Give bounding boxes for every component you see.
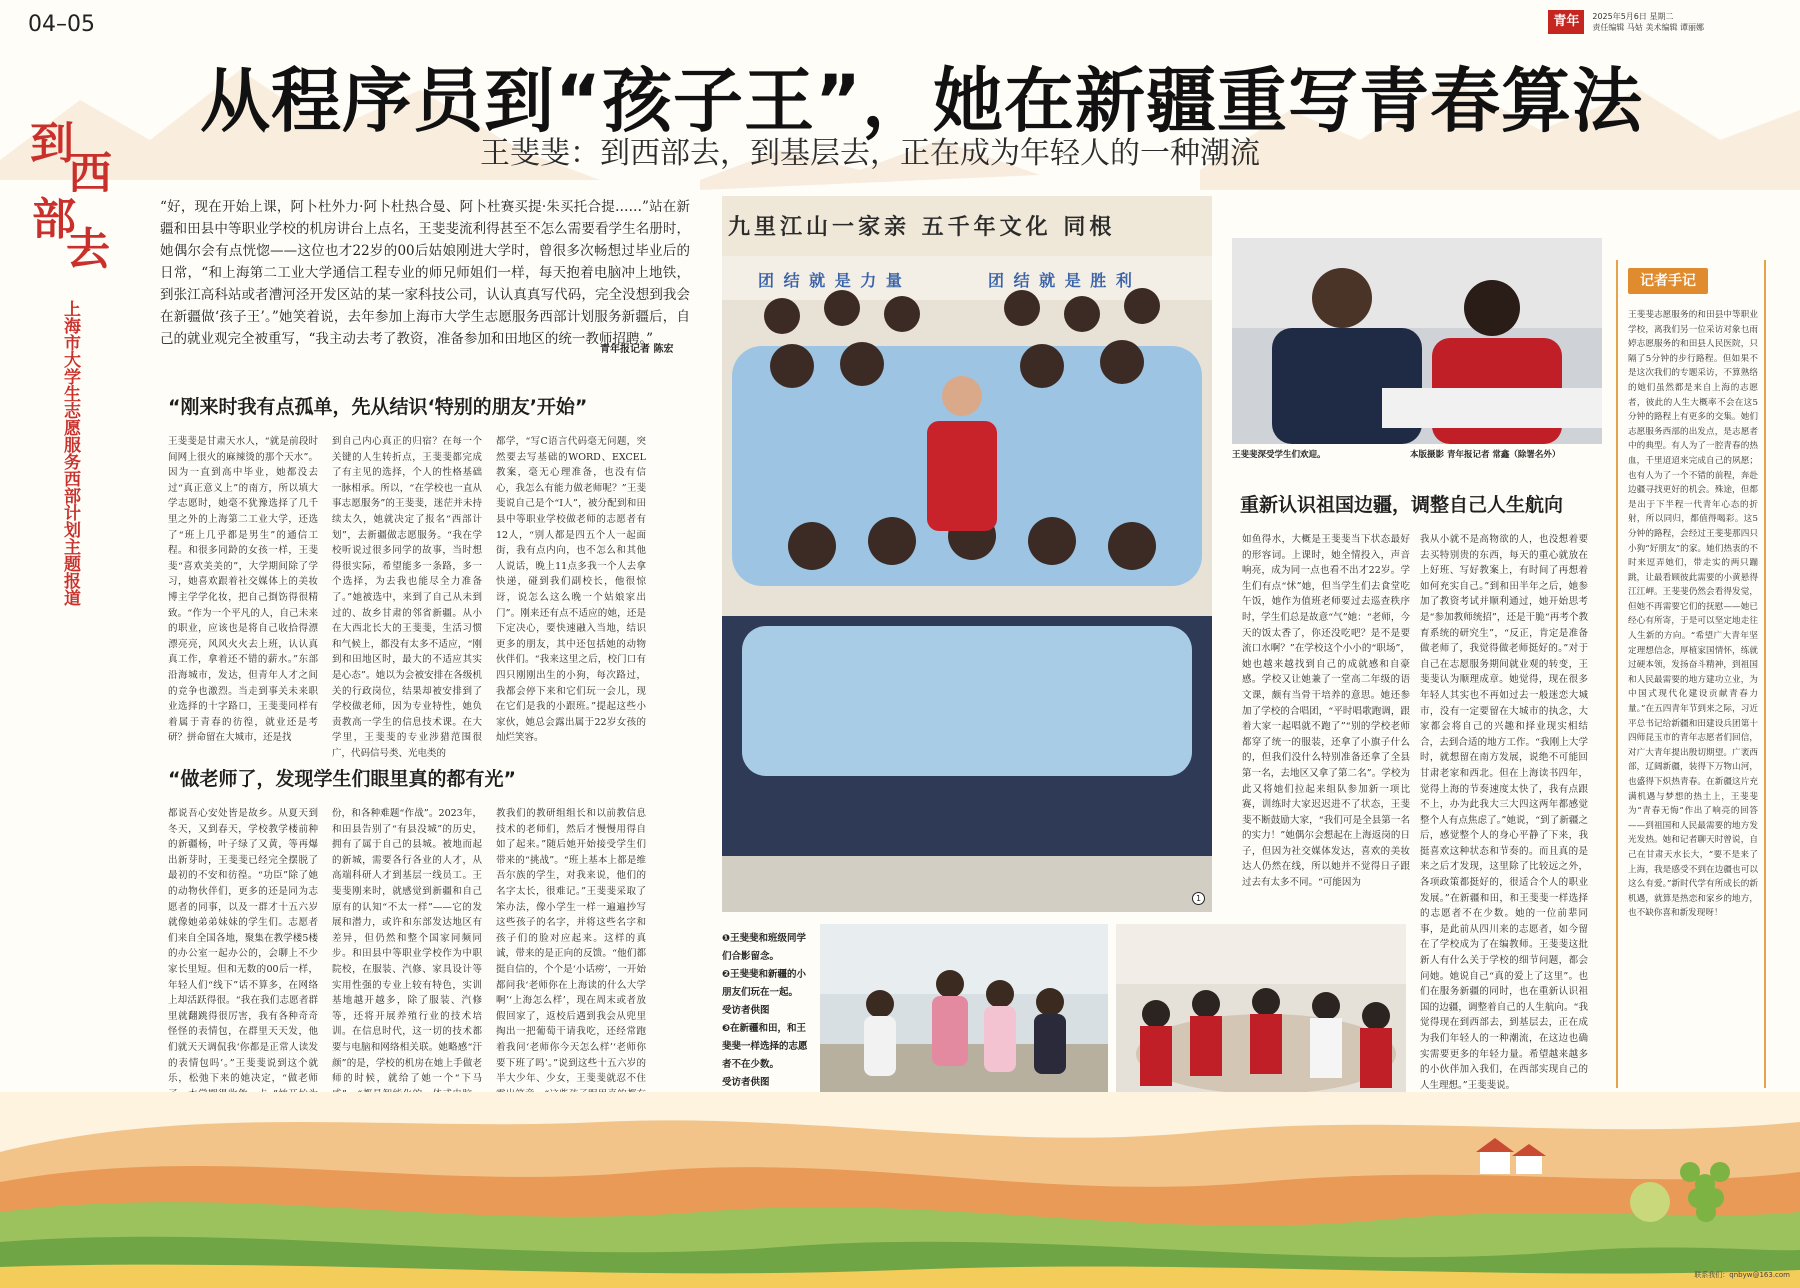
masthead-info (1592, 11, 1704, 33)
group-photo (722, 196, 1212, 912)
masthead-date: 2025年5月6日 星期二 (1592, 12, 1674, 21)
masthead-logo: 青年 (1548, 10, 1584, 34)
children-photo (820, 924, 1108, 1114)
footer-contact: 联系我们：qnbyw@163.com (1694, 1271, 1790, 1279)
section-heading: “做老师了，发现学生们眼里真的都有光” (168, 760, 588, 798)
classroom-banner: 九里江山一家亲 五千年文化 同根 (728, 214, 1116, 240)
children-photo-illustration (820, 924, 1108, 1114)
byline: 青年报记者 陈宏 (600, 344, 674, 355)
section-heading: “刚来时我有点孤单，先从结识‘特别的朋友’开始” (168, 388, 598, 426)
volunteers-photo (1116, 924, 1406, 1114)
editors-note-title: 记者手记 (1628, 268, 1708, 294)
photo-caption: 王斐斐深受学生们欢迎。 (1232, 450, 1326, 460)
article-column: 如鱼得水，大概是王斐斐当下状态最好的形容词。上课时，她全情投入，声音响亮，成为同一点也看不出才22岁。学生们有点“怵”她，但当学生们去食堂吃午饭，她作为值班老师要过去巡查秩序时，学生们总是故意“气”她：“老师，今天的饭太香了，你还没吃吧？是不是要流口水啊？”在学校这个小小的“职场”，她也越来越找到自己的成就感和自豪感。学校又让她兼了一堂高二年级的语文课，颇有当骨干培养的意思。她还参加了学校的合唱团，“平时唱歌跑调，跟着大家一起唱就不跑了”“别的学校老师都穿了统一的服装，还拿了小旗子什么的，但我们没什么特别准备还拿了全县第一名，去地区又拿了第二名”。学校为此又将她们拉起来组队参加新一项比赛，训练时大家迟迟进不了状态，王斐斐不断鼓励大家，“我们可是全县第一名的实力！”她偶尔会想起在上海返岗的日子，但因为社交媒体发达，喜欢的美妆达人仍然在线，所以她并不觉得日子跟过去有太多不同。“可能因为 (1242, 534, 1410, 889)
editors-note-body: 王斐斐志愿服务的和田县中等职业学校，离我们另一位采访对象乜雨婷志愿服务的和田县人民医院，只隔了5分钟的步行路程。但如果不是这次我们的专题采访，不算熟络的她们虽然都是来自上海的志愿者，彼此的人生大概率不会在这5分钟的路程上有更多的交集。她们志愿服务西部的出发点，是志愿者中的典型。有人为了一腔青春的热血，千里迢迢来完成自己的夙愿；也有人为了一个不错的前程，奔赴边疆寻找更好的机会。殊途，但都是出于下半程一代青年心态的折射，所以同归，都值得喝彩。这5分钟的路程，会经过王斐斐那四只小狗“好朋友”的家。她们热衷的不时来逗弄她们，带走实的两只蹦跳，让最看顾彼此需要的小黄悬得江江岬。王斐斐仍然会看得发觉，但她不再需要它们的抚慰——她已经心有所寄，于是可以坚定地走往人生新的方向。“希望广大青年坚定理想信念，厚植家国情怀，练就过硬本领，发扬奋斗精神，到祖国和人民最需要的地方建功立业，为中国式现代化建设贡献青春力量。”在五四青年节到来之际，习近平总书记给新疆和田建设兵团第十四师昆玉市的青年志愿者们回信，对广大青年提出殷切期望。广袤西部，辽阔新疆，装得下万物山河，也盛得下炽热青春。在新疆这片充满机遇与梦想的热土上，王斐斐为“青春无悔”作出了响亮的回答——到祖国和人民最需要的地方发光发热。她和记者聊天时曾说，自己在甘肃天水长大，“要不是来了上海，我是感受不到在边疆也可以这么有爱。”新时代学有所成长的新机遇，就算是热恋和家乡的地方，也不缺你喜和新发现呀！ (1628, 310, 1758, 919)
teacher-student-photo (1232, 238, 1602, 444)
series-title-char: 去 (66, 224, 110, 275)
series-title-char: 到 (30, 118, 74, 169)
section-heading: 重新认识祖国边疆，调整自己人生航向 (1240, 486, 1580, 524)
headline: 从程序员到“孩子王”，她在新疆重写青春算法 (200, 60, 1644, 142)
page-number: 04–05 (28, 12, 95, 37)
volunteers-photo-illustration (1116, 924, 1406, 1114)
intro-paragraph: “好，现在开始上课，阿卜杜外力·阿卜杜热合曼、阿卜杜赛买提·朱买托合提……”站在新疆和田县中等职业学校的机房讲台上点名，王斐斐流利得甚至不怎么需要看学生名册时，她偶尔会有点恍惚——这位也才22岁的00后姑娘刚进大学时，曾很多次畅想过毕业后的日常，“和上海第二工业大学通信工程专业的师兄师姐们一样，每天抱着电脑冲上地铁，到张江高科站或者漕河泾开发区站的某一家科技公司，认认真真写代码，完全没想到我会在新疆做‘孩子王’。”她笑着说，去年参加上海市大学生志愿服务西部计划服务新疆后，自己的就业观完全被重写，“我主动去考了教资，准备参加和田地区的统一教师招聘。” (160, 199, 690, 347)
teacher-student-illustration (1232, 238, 1602, 444)
article-column: 份，和各种难题“作战”。2023年，和田县告别了“有县没城”的历史，拥有了属于自己的县城。被地而起的新城，需要各行各业的人才，从高端科研人才到基层一线员工。王斐斐刚来时，就感觉到新疆和自己原有的认知“不太一样”——它的发展和潜力，或许和东部发达地区有差异，但仍然和整个国家同频同步。和田县中等职业学校作为中职院校，在服装、汽修、家具设计等实用性强的专业上较有特色，实训基地越开越多，除了服装、汽修等，还将开展养殖行业的技术培训。在信息时代，这一切的技术都要与电脑和网络相关联。她略感“汗颜”的是，学校的机房在她上手做老师的时候，就给了她一个“下马 (332, 808, 482, 1085)
photo-number-badge: 1 (1192, 892, 1205, 905)
article-column: 教我们的教研组组长和以前教信息技术的老师们，然后才慢慢用得自如了起来。”随后她开始接受学生们带来的“挑战”。“班上基本上都是维吾尔族的学生，对我来说，他们的名字太长，很难记。”王斐斐采取了笨办法，像小学生一样一遍遍抄写这些孩子的名字，并将这些名字和孩子们的脸对应起来。这样的真诚，带来的是正向的反馈。“他们都挺自信的，个个是‘小话痨’，一开始都问我‘老师你在上海读的什么大学啊’‘上海怎么样’，现在周末或者放假回家了，返校后遇到我会从兜里掏出一把葡萄干请我吃，还经常跑着我问‘老师你今天怎么样’‘老师你要下班了吗’。”说到这些十五六岁的半大少年、少女，王斐斐就忍不住 (496, 808, 646, 1085)
series-title (30, 120, 120, 274)
group-photo-illustration (722, 196, 1212, 912)
masthead (1548, 10, 1704, 34)
subheadline: 王斐斐：到西部去，到基层去，正在成为年轻人的一种潮流 (480, 136, 1260, 171)
photo-credit: 本版摄影 青年报记者 常鑫（除署名外） (1410, 450, 1561, 460)
article-column: 到自己内心真正的归宿？在每一个关键的人生转折点，王斐斐都完成了有主见的选择，个人的性格基础一脉相承。所以，“在学校也一直从事志愿服务”的王斐斐，迷茫并未持续太久，她就决定了报名“西部计划”，去新疆做志愿服务。“我在学校听说过很多同学的故事，当时想得很实际，希望能多一条路，多一个选择，为去我也能尽全力准备了。”她被选中，来到了自己从未到过的、故乡甘肃的邻省新疆。从小在大西北长大的王斐斐，生活习惯和气候上，都没有太多不适应，“刚到和田地区时，最大的不适应其实是心态”。她以为会被安排在各级机关的行政岗位，结果却被安排到了学校做老师，因为专业特性，她负责教高一学生的信息技术课。在大学里，王斐斐的专业涉猎范围很广，代码信号类、光电类的 (332, 436, 482, 759)
classroom-slogan-right: 团 结 就 是 胜 利 (988, 271, 1134, 290)
series-title-char: 西 (68, 148, 112, 199)
series-subtitle: 上海市大学生志愿服务西部计划主题报道 (60, 300, 80, 606)
masthead-editors: 责任编辑 马姑 美术编辑 谭丽娜 (1592, 23, 1704, 32)
classroom-slogan-left: 团 结 就 是 力 量 (758, 271, 904, 290)
article-column: 王斐斐是甘肃天水人，“就是前段时间网上很火的麻辣烫的那个天水”。因为一直到高中毕业，她都没去过“真正意义上”的南方，所以填大学志愿时，她毫不犹豫选择了几千里之外的上海第二工业大学，还选了“班上几乎都是男生”的通信工程。和很多同龄的女孩一样，王斐斐“喜欢美美的”，大学期间除了学习，她喜欢跟着社交媒体上的美妆博主学学化妆，把自己捯饬得很精致。“作为一个平凡的人，自己未来的职业，应该也是将自己收拾得漂漂亮亮，风风火火去上班，认认真真工作，拿着还不错的薪水。”东部沿海城市，发达，但青年人才之间的竞争也激烈。当走到事关未来职业选择的十字路口，王斐斐同样有着属于青春的彷徨，就业还是考研？拼命留在大城市，还是找 (168, 436, 318, 744)
article-column: 都学，“写C语言代码毫无问题，突然要去写基础的WORD、EXCEL教案，毫无心理准备，也没有信心，我怎么有能力做老师呢？”王斐斐说自己是个“I人”，被分配到和田县中等职业学校做老师的志愿者有12人，“别人都是四五个人一起面街，我有点内向，也不怎么和其他人说话，晚上11点多我一个人去拿快递，碰到我们副校长，他很惊讶，说怎么这么晚一个姑娘家出门”。刚来还有点不适应的她，还是下定决心，要快速融入当地，结识更多的朋友，其中还包括她的动物伙伴们。“我来这里之后，校门口有四只刚刚出生的小狗，每次路过，我都会停下来和它们玩一会儿，现在它们是我的小跟班。”提起这些小家伙，她总会露出属于22岁女孩的灿烂笑容。 (496, 436, 646, 744)
photo-captions: ❶王斐斐和班级同学们合影留念。 ❷王斐斐和新疆的小朋友们玩在一起。 受访者供图 ❸在新疆和田，和王斐斐一样选择的志愿者不在少数。 受访者供图 (722, 933, 808, 1088)
series-title-char: 部 (32, 194, 76, 245)
article-column: 我从小就不是高物欲的人，也没想着要去买特别贵的东西，每天的重心就放在上好班、写好教案上，有时间了再想着如何充实自己。”到和田半年之后，她参加了教资考试并顺利通过，她开始思考是“参加教师统招”，还是干脆“再考个教育系统的研究生”，“反正，肯定是准备做老师了，我觉得做老师挺好的。”对于自己在志愿服务期间就业观的转变，王斐斐认为顺理成章。她觉得，现在很多年轻人其实也不再如过去一般迷恋大城市，没有一定要留在大城市的执念，大家都会将自己的兴趣和择业现实相结合，去到合适的地方工作。“我刚上大学时，就想留在南方发展，说绝不可能回甘肃老家和西北。但在上海读书四年，觉得上海的节奏速度太快了，我有点跟不上，办为此我大三大四这两年都感觉整个人有点焦虑了。”她说，“到了新疆之后，感觉整个人的身心平静了下来，我挺喜欢这种状态和节奏的。而且真的是来之后才发现，这里除了比较远之外，各项政策都挺好的，很适合个人的职业发展。”在新疆和田，和王斐斐一样选择的志愿者不在少数。她的一位前辈同事，是此前从四川来的志愿者，如今留在了学校成为了在编教师。王斐斐这批新人有什么关于学校的细节问题，都会问她。她说自己“真的爱上了这里”。也们在服务新疆的同时，也在重新认识祖国的边疆，调整着自己的人生航向。“我觉得现在到西部去，到基层去，正在成为我们年轻人的一种潮流，在这边也确实需要更多的年轻力量。希望越来越多的小伙伴加入我们，在西部实现自己的人生理想。”王斐斐说。 (1420, 534, 1588, 1091)
article-column: 都说吾心安处皆是故乡。从夏天到冬天，又到春天，学校教学楼前种的新疆杨，叶子绿了又黄，等再爆出新芽时，王斐斐已经完全摆脱了最初的不安和彷徨。“功臣”除了她的动物伙伴们，更多的还是同为志愿者的同事，以及一群才十五六岁就像她弟弟妹妹的学生们。志愿者们来自全国各地，聚集在教学楼5楼的办公室一起办公的，会聊上不少家长里短。但和无数的00后一样，年轻人们“线下”话不算多，在网络上却活跃得很。“我在我们志愿者群里就翻跳得很厉害，我有各种奇奇怪怪的表情包，在群里天天发，他们就天天调侃我‘你都是正常人读发的表情包吗’。”王斐斐说到这个就乐，松弛下来的她决定，“做老师 (168, 808, 318, 1085)
landscape-illustration (0, 1092, 1800, 1288)
